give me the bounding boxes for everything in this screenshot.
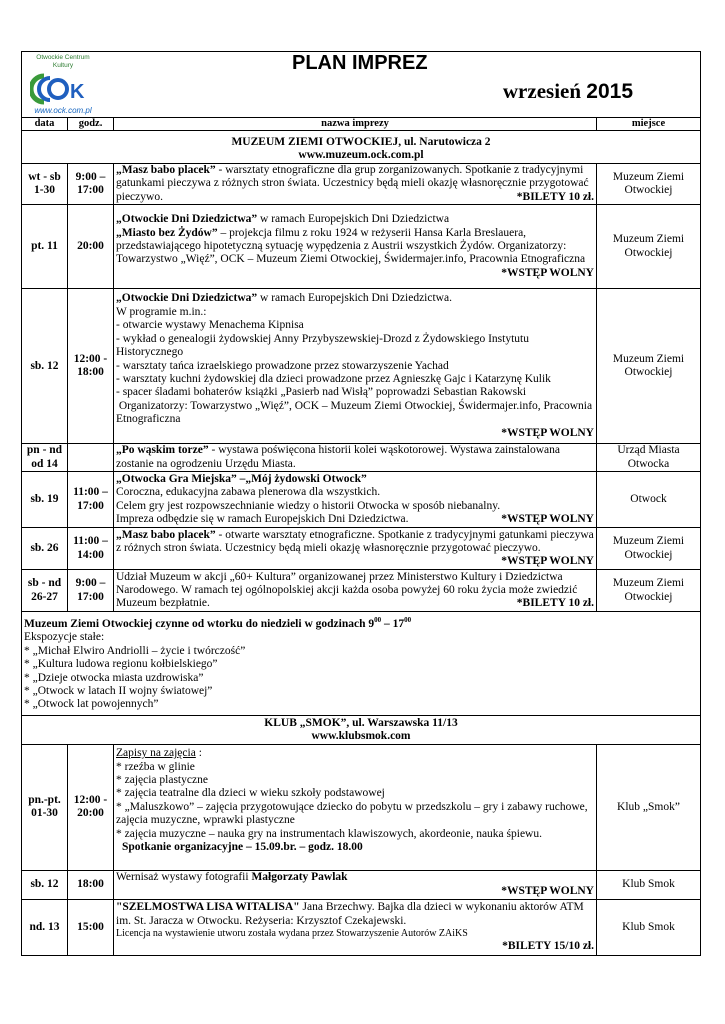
program-line: Organizatorzy: Towarzystwo „Więź”, OCK – Muzeum Ziemi Otwockiej, Świdermajer.info, Pracownia Etnograficzna	[116, 399, 595, 426]
ticket-info: *WSTĘP WOLNY	[501, 884, 594, 897]
col-place: miejsce	[597, 118, 701, 131]
program-line: Celem gry jest rozpowszechnianie wiedzy o historii Otwocka w sposób niebanalny.	[116, 499, 501, 512]
exhibition-item: * „Otwock lat powojennych”	[24, 698, 159, 711]
col-time: godz.	[68, 118, 114, 131]
event-row	[22, 205, 701, 289]
title-row	[22, 52, 701, 118]
event-place: Klub Smok	[597, 870, 701, 899]
event-time: 15:00	[68, 899, 114, 955]
svg-text:K: K	[70, 81, 85, 103]
ticket-info: *BILETY 10 zł.	[516, 597, 594, 610]
event-title: „Masz babo placek”	[116, 164, 216, 176]
licence-note: Licencja na wystawienie utworu została wydana przez Stowarzyszenie Autorów ZAiKS	[116, 928, 468, 940]
program-line: - otwarcie wystawy Menachema Kipnisa	[116, 319, 304, 332]
hours-from-minutes: 00	[374, 616, 382, 625]
event-description	[114, 205, 597, 289]
event-time: 9:00 – 17:00	[68, 570, 114, 612]
event-place: Muzeum Ziemi Otwockiej	[597, 164, 701, 205]
event-date: sb. 26	[22, 528, 68, 570]
museum-url: www.muzeum.ock.com.pl	[298, 149, 424, 161]
event-text: Jana Brzechwy. Bajka dla dzieci w wykonaniu aktorów ATM im. St. Jaracza w Otwocku. Reżyseria: Krzysztof Czekajewski.	[116, 901, 584, 927]
event-time	[68, 444, 114, 472]
ticket-info: *WSTĘP WOLNY	[501, 426, 594, 439]
event-row	[22, 444, 701, 472]
event-time: 12:00 - 20:00	[68, 744, 114, 870]
program-line: - spacer śladami bohaterów książki „Pasierb nad Wisłą” poprowadzi Sebastian Rakowski	[116, 386, 527, 399]
event-date: sb - nd 26-27	[22, 570, 68, 612]
event-time: 12:00 - 18:00	[68, 289, 114, 444]
ock-logo	[26, 54, 100, 115]
club-title: KLUB „SMOK”, ul. Warszawska 11/13	[264, 716, 458, 729]
exhibitions-label: Ekspozycje stałe:	[24, 631, 105, 644]
event-text: - otwarte warsztaty etnograficzne. Spotkanie z tradycyjnymi gatunkami pieczywa z różnych stron świata. Uczestnicy będą mieli okazję własnoręcznie przygotować pieczywo.	[116, 528, 594, 555]
hours-text: Muzeum Ziemi Otwockiej czynne od wtorku do niedzieli w godzinach 9	[24, 618, 375, 631]
ticket-info: *WSTĘP WOLNY	[501, 266, 594, 279]
event-date: pn.-pt. 01-30	[22, 744, 68, 870]
event-place: Muzeum Ziemi Otwockiej	[597, 570, 701, 612]
event-date: sb. 19	[22, 472, 68, 528]
event-date: wt - sb 1-30	[22, 164, 68, 205]
month-name: wrzesień	[502, 79, 582, 103]
event-place: Otwock	[597, 472, 701, 528]
event-row	[22, 870, 701, 899]
program-line: W programie m.in.:	[116, 305, 207, 318]
event-text: – projekcja filmu z roku 1924 w reżyserii Hansa Karla Breslauera, przedstawiającego hipotetyczną sytuację wypędzenia z Austrii wszystkich Żydów. Organizatorzy: Towarzystwo „Więź”, OCK – Muzeum Ziemi Otwockiej, Świdermajer.info, Pracownia Etnograficzna	[116, 226, 586, 266]
col-date: data	[22, 118, 68, 131]
program-line: Coroczna, edukacyjna zabawa plenerowa dla wszystkich.	[116, 486, 381, 499]
event-title: „Otwockie Dni Dziedzictwa”	[116, 213, 258, 226]
col-name: nazwa imprezy	[114, 118, 597, 131]
museum-info-row	[22, 612, 701, 716]
museum-section-header	[22, 131, 701, 164]
ticket-info: *BILETY 10 zł.	[516, 190, 594, 203]
event-row	[22, 899, 701, 955]
logo-caption: Otwockie Centrum Kultury	[36, 54, 90, 69]
event-title: „Otwockie Dni Dziedzictwa”	[116, 292, 258, 305]
event-title: „Masz babo placek”	[116, 528, 216, 541]
event-date: sb. 12	[22, 289, 68, 444]
event-text: - warsztaty etnograficzne dla grup zorganizowanych. Spotkanie z tradycyjnymi gatunkami pieczywa z różnych stron świata. Uczestnicy będą mieli okazję własnoręcznie przygotować pieczywo.	[116, 164, 589, 203]
class-item: * „Maluszkowo” – zajęcia przygotowujące dziecko do pobytu w przedszkolu – gry i zabawy ruchowe, zajęcia muzyczne, wprawki plastyczne	[116, 800, 588, 827]
event-place: Muzeum Ziemi Otwockiej	[597, 205, 701, 289]
event-row	[22, 570, 701, 612]
exhibition-item: * „Otwock w latach II wojny światowej”	[24, 685, 213, 698]
event-description	[114, 164, 597, 205]
event-description	[114, 744, 597, 870]
exhibition-item: * „Michał Elwiro Andriolli – życie i twórczość”	[24, 644, 246, 657]
event-title: „Po wąskim torze”	[116, 444, 209, 457]
hours-to-minutes: 00	[404, 616, 412, 625]
museum-title: MUZEUM ZIEMI OTWOCKIEJ, ul. Narutowicza 2	[231, 136, 491, 148]
club-url: www.klubsmok.com	[311, 729, 411, 742]
event-time: 18:00	[68, 870, 114, 899]
class-item: * zajęcia muzyczne – nauka gry na instrumentach klawiszowych, akordeonie, nauka śpiewu.	[116, 827, 542, 840]
event-place: Klub „Smok”	[597, 744, 701, 870]
logo-url: www.ock.com.pl	[34, 106, 92, 115]
event-time: 9:00 – 17:00	[68, 164, 114, 205]
event-description	[114, 870, 597, 899]
event-place: Muzeum Ziemi Otwockiej	[597, 528, 701, 570]
event-text: Udział Muzeum w akcji „60+ Kultura” organizowanej przez Ministerstwo Kultury i Dziedzictwa Narodowego. W ramach tej ogólnopolskiej akcji każda osoba powyżej 60 roku życia może zwiedzić Muzeum bezpłatnie.	[116, 570, 578, 610]
event-row	[22, 528, 701, 570]
class-item: * zajęcia teatralne dla dzieci w wieku szkoły podstawowej	[116, 787, 385, 800]
classes-heading-suffix: :	[195, 747, 202, 760]
event-description	[114, 289, 597, 444]
event-description	[114, 472, 597, 528]
program-line: - warsztaty tańca izraelskiego prowadzone przez stowarzyszenie Yachad	[116, 359, 449, 372]
event-title-suffix: w ramach Europejskich Dni Dziedzictwa	[257, 213, 450, 226]
program-line: - wykład o genealogii żydowskiej Anny Przybyszewskiej-Drozd z Żydowskiego Instytutu Historycznego	[116, 332, 529, 359]
year: 2015	[586, 80, 633, 103]
event-title: „Otwocka Gra Miejska” –„Mój żydowski Otwock”	[116, 472, 367, 485]
program-document	[21, 51, 700, 956]
event-time: 11:00 – 17:00	[68, 472, 114, 528]
event-title: "SZELMOSTWA LISA WITALISA"	[116, 901, 300, 914]
month-label	[502, 79, 633, 103]
column-header-row	[22, 118, 701, 131]
exhibition-item: * „Dzieje otwocka miasta uzdrowiska”	[24, 671, 204, 684]
event-date: pt. 11	[22, 205, 68, 289]
page-title: PLAN IMPREZ	[292, 52, 428, 74]
exhibition-item: * „Kultura ludowa regionu kołbielskiego”	[24, 658, 218, 671]
event-description	[114, 899, 597, 955]
meeting-info: Spotkanie organizacyjne – 15.09.br. – godz. 18.00	[122, 841, 363, 854]
event-row	[22, 744, 701, 870]
event-description	[114, 444, 597, 472]
class-item: * rzeźba w glinie	[116, 760, 195, 773]
program-line: Impreza odbędzie się w ramach Europejskich Dni Dziedzictwa.	[116, 513, 409, 526]
event-row	[22, 289, 701, 444]
event-place: Urząd Miasta Otwocka	[597, 444, 701, 472]
ticket-info: *BILETY 15/10 zł.	[502, 940, 594, 953]
event-title-suffix: w ramach Europejskich Dni Dziedzictwa.	[257, 292, 452, 305]
event-description	[114, 570, 597, 612]
ticket-info: *WSTĘP WOLNY	[501, 555, 594, 568]
museum-hours	[24, 614, 698, 631]
event-date: pn - nd od 14	[22, 444, 68, 472]
event-place: Klub Smok	[597, 899, 701, 955]
event-row	[22, 472, 701, 528]
event-time: 20:00	[68, 205, 114, 289]
classes-heading: Zapisy na zajęcia	[116, 747, 196, 760]
class-item: * zajęcia plastyczne	[116, 774, 208, 787]
event-text: - wystawa poświęcona historii kolei wąskotorowej. Wystawa zainstalowana zostanie na ogrodzeniu Urzędu Miasta.	[116, 444, 560, 470]
event-place: Muzeum Ziemi Otwockiej	[597, 289, 701, 444]
hours-to: – 17	[381, 618, 405, 631]
program-line: - warsztaty kuchni żydowskiej dla dzieci prowadzone przez Agnieszkę Gajc i Katarzynę Kulik	[116, 372, 551, 385]
event-date: sb. 12	[22, 870, 68, 899]
event-date: nd. 13	[22, 899, 68, 955]
event-subtitle: „Miasto bez Żydów”	[116, 226, 218, 239]
event-author: Małgorzaty Pawlak	[251, 871, 348, 884]
event-time: 11:00 – 14:00	[68, 528, 114, 570]
event-text: Wernisaż wystawy fotografii	[116, 871, 252, 884]
club-section-header	[22, 715, 701, 744]
event-description	[114, 528, 597, 570]
event-row	[22, 164, 701, 205]
ticket-info: *WSTĘP WOLNY	[501, 513, 594, 526]
program-table	[21, 51, 701, 956]
ock-logo-icon	[30, 70, 96, 106]
